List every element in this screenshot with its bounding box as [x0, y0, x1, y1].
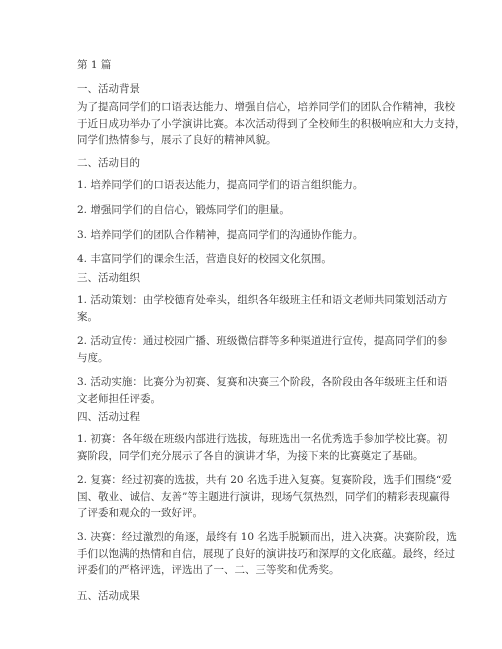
background-paragraph — [77, 99, 466, 149]
item-line: 1. 初赛：各年级在班级内部进行选拔，每班选出一名优秀选手参加学校比赛。初 — [77, 433, 448, 445]
item-line: 2. 活动宣传：通过校园广播、班级微信群等多种渠道进行宣传，提高同学们的参 — [77, 335, 448, 347]
paragraph-line: 同学们热情参与，展示了良好的精神风貌。 — [77, 134, 277, 146]
paragraph-line: 于近日成功举办了小学演讲比赛。本次活动得到了全校师生的积极响应和大力支持， — [77, 117, 466, 130]
item-line: 了评委和观众的一致好评。 — [77, 507, 203, 519]
list-item — [77, 374, 448, 407]
item-line: 3. 活动实施：比赛分为初赛、复赛和决赛三个阶段，各阶段由各年级班主任和语 — [77, 376, 448, 388]
item-line: 2. 增强同学们的自信心，锻炼同学们的胆量。 — [77, 204, 290, 216]
paragraph-line: 为了提高同学们的口语表达能力、增强自信心，培养同学们的团队合作精神，我校 — [77, 101, 455, 113]
section-heading-background: 一、活动背景 — [77, 83, 140, 95]
list-item — [77, 251, 437, 268]
item-line: 3. 决赛：经过激烈的角逐，最终有 10 名选手脱颖而出，进入决赛。决赛阶段，选 — [77, 531, 457, 543]
list-item — [77, 227, 437, 244]
section-heading-results: 五、活动成果 — [77, 590, 140, 602]
item-line: 案。 — [77, 310, 98, 323]
item-line: 3. 培养同学们的团队合作精神，提高同学们的沟通协作能力。 — [77, 229, 364, 241]
list-item — [77, 472, 452, 522]
page-label: 第 1 篇 — [77, 59, 112, 71]
item-line: 赛阶段，同学们充分展示了各自的演讲才华，为接下来的比赛奠定了基础。 — [77, 449, 424, 462]
list-item — [77, 529, 457, 579]
item-line: 手们以饱满的热情和自信，展现了良好的演讲技巧和深厚的文化底蕴。最终，经过 — [77, 547, 455, 560]
list-item — [77, 431, 448, 464]
item-line: 评委们的严格评选，评选出了一、二、三等奖和优秀奖。 — [77, 564, 340, 576]
item-line: 与度。 — [77, 351, 109, 364]
item-line: 文老师担任评委。 — [77, 392, 161, 405]
list-item — [77, 177, 437, 194]
item-line: 4. 丰富同学们的课余生活，营造良好的校园文化氛围。 — [77, 253, 332, 265]
section-heading-organization: 三、活动组织 — [77, 272, 140, 284]
item-line: 1. 培养同学们的口语表达能力，提高同学们的语言组织能力。 — [77, 179, 364, 191]
section-heading-purpose: 二、活动目的 — [77, 157, 140, 169]
list-item — [77, 333, 448, 366]
list-item — [77, 292, 448, 325]
item-line: 1. 活动策划：由学校德育处牵头，组织各年级班主任和语文老师共同策划活动方 — [77, 294, 448, 306]
item-line: 国、敬业、诚信、友善”等主题进行演讲，现场气氛热烈，同学们的精彩表现赢得 — [77, 490, 450, 503]
list-item — [77, 202, 437, 219]
item-line: 2. 复赛：经过初赛的选拔，共有 20 名选手进入复赛。复赛阶段，选手们围绕“爱 — [77, 474, 452, 486]
section-heading-process: 四、活动过程 — [77, 411, 140, 423]
